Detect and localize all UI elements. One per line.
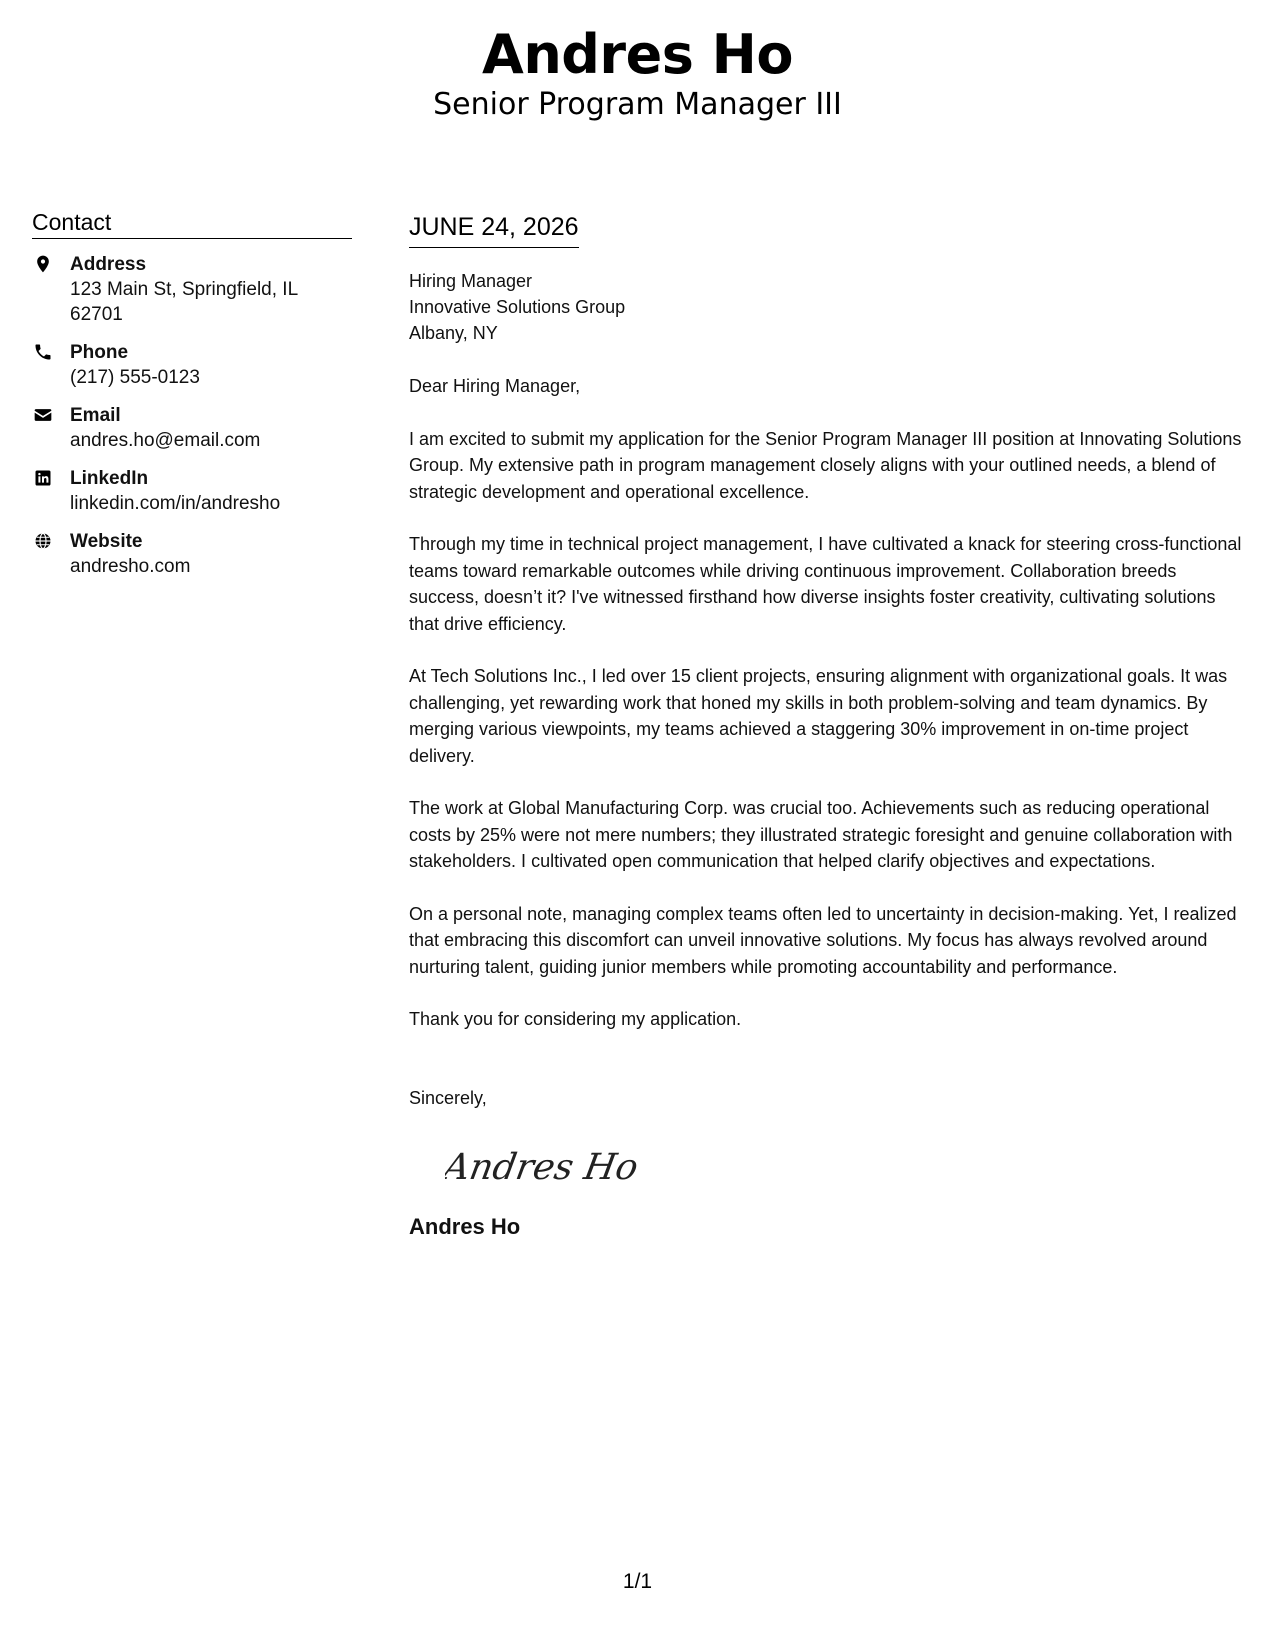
- letter-paragraph: The work at Global Manufacturing Corp. was crucial too. Achievements such as reducing operational costs by 25% were not mere numbers; they illustrated strategic foresight and genuine collaboration with stakeholders. I cultivated open communication that helped clarify objectives and expectations.: [409, 798, 1233, 871]
- contact-item-address: [32, 253, 352, 327]
- contact-label: Phone: [70, 342, 129, 363]
- recipient-line: Hiring Manager: [409, 271, 533, 291]
- recipient-block: [409, 268, 1249, 346]
- letter-body: [409, 211, 1249, 1241]
- contact-label: Address: [70, 254, 147, 275]
- phone-icon: [32, 342, 54, 364]
- contact-value: andresho.com: [70, 556, 191, 577]
- contact-item-email: [32, 404, 352, 453]
- contact-item-phone: [32, 341, 352, 390]
- contact-value: andres.ho@email.com: [70, 430, 261, 451]
- signature-text: Andres Ho: [445, 1145, 642, 1188]
- letter-paragraph: Thank you for considering my application.: [409, 1009, 742, 1029]
- contact-label: Website: [70, 531, 143, 552]
- handwritten-signature: [445, 1139, 645, 1191]
- recipient-line: Albany, NY: [409, 323, 498, 343]
- closing: Sincerely,: [409, 1087, 487, 1108]
- map-pin-icon: [32, 254, 54, 276]
- contact-heading: Contact: [32, 208, 352, 239]
- contact-label: Email: [70, 405, 121, 426]
- letter-paragraph: At Tech Solutions Inc., I led over 15 client projects, ensuring alignment with organizational goals. It was challenging, yet rewarding work that honed my skills in both problem-solving and team dynamics. By merging various viewpoints, my teams achieved a staggering 30% improvement in on-time project delivery.: [409, 666, 1228, 766]
- letter-paragraph: On a personal note, managing complex teams often led to uncertainty in decision-making. Yet, I realized that embracing this discomfort can unveil innovative solutions. My focus has always revolved around nurturing talent, guiding junior members while promoting accountability and performance.: [409, 903, 1237, 977]
- letter-paragraph: I am excited to submit my application for the Senior Program Manager III position at Innovating Solutions Group. My extensive path in program management closely aligns with your outlined needs, a blend of strategic development and operational excellence.: [409, 428, 1242, 502]
- contact-item-website: [32, 530, 352, 579]
- letter-header: [0, 22, 1275, 122]
- contact-value: linkedin.com/in/andresho: [70, 493, 281, 514]
- applicant-title: Senior Program Manager III: [433, 87, 842, 122]
- contact-value: 123 Main St, Springfield, IL 62701: [70, 279, 298, 325]
- globe-icon: [32, 531, 54, 553]
- applicant-name: Andres Ho: [482, 23, 793, 86]
- salutation: Dear Hiring Manager,: [409, 376, 581, 396]
- signer-name: Andres Ho: [409, 1214, 521, 1239]
- letter-date: JUNE 24, 2026: [409, 211, 579, 248]
- linkedin-icon: [32, 468, 54, 490]
- page-number: 1/1: [622, 1570, 653, 1593]
- envelope-icon: [32, 405, 54, 427]
- signature-image: [445, 1139, 645, 1191]
- recipient-line: Innovative Solutions Group: [409, 297, 626, 317]
- contact-item-linkedin: [32, 467, 352, 516]
- letter-paragraph: Through my time in technical project management, I have cultivated a knack for steering cross-functional teams toward remarkable outcomes while driving continuous improvement. Collaboration breeds success, doesn’t it? I've witnessed firsthand how diverse insights foster creativity, cultivating solutions that drive efficiency.: [409, 534, 1242, 634]
- contact-value: (217) 555-0123: [70, 367, 200, 388]
- contact-sidebar: [32, 208, 352, 579]
- contact-label: LinkedIn: [70, 468, 149, 489]
